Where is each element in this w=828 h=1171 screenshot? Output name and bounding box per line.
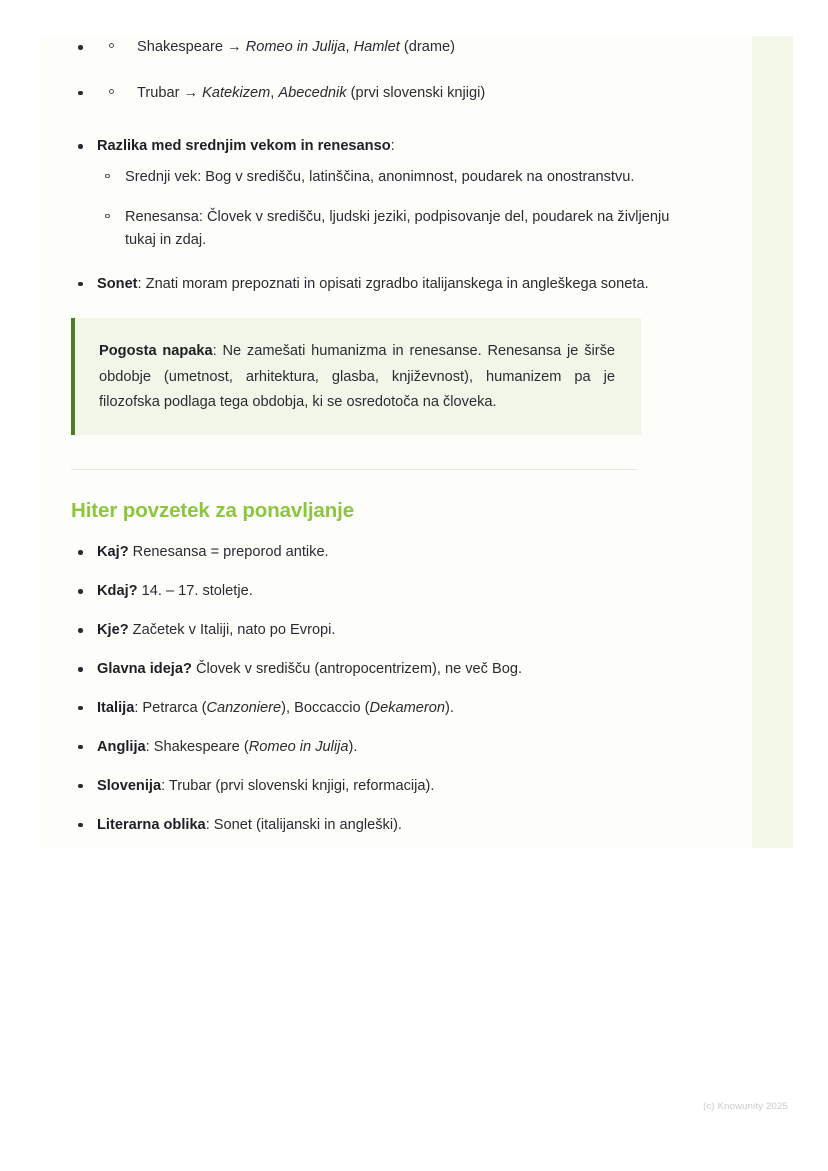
list-item-anglija [71,737,675,759]
page-title: Hiter povzetek za ponavljanje [71,498,355,522]
example-lead: Shakespeare → [137,39,246,55]
summary-label: Slovenija [97,777,162,794]
summary-after-1: ). [348,738,358,755]
summary-after-1: ), Boccaccio ( [281,699,370,716]
summary-label: Anglija [97,738,146,755]
summary-label: Kje? [97,622,129,639]
section-divider [71,469,637,470]
summary-label: Kdaj? [97,583,138,600]
list-item-sonnet [71,273,675,297]
examples-list [71,36,675,105]
sonnet-text: : Znati moram prepoznati in opisati zgradbo italijanskega in angleškega soneta. [137,275,649,292]
hollow-bullet-icon [109,43,114,48]
example-sep: , [270,84,279,101]
example-tail: (prvi slovenski knjigi) [346,84,486,101]
summary-text: : Sonet (italijanski in angleški). [205,816,402,833]
list-item-renaissance: Renesansa: Človek v središču, ljudski jeziki, podpisovanje del, poudarek na življenju tukaj in zdaj. [97,206,675,253]
list-item-literarna-oblika [71,815,675,837]
list-item-glavna-ideja [71,659,675,681]
summary-text: : Petrarca ( [134,699,207,716]
comparison-heading-tail: : [390,138,395,155]
summary-label: Glavna ideja? [97,661,192,678]
summary-text: Začetek v Italiji, nato po Evropi. [128,622,336,639]
list-item-middle-ages: Srednji vek: Bog v središču, latinščina, anonimnost, poudarek na onostranstvu. [97,166,675,190]
summary-text: Renesansa = preporod antike. [128,544,329,561]
summary-list [71,542,675,836]
comparison-sublist [97,166,675,253]
list-item-trubar [71,82,675,106]
summary-work-2: Dekameron [369,699,445,716]
note-content [71,36,675,836]
summary-text: : Shakespeare ( [145,738,249,755]
summary-text: : Trubar (prvi slovenski knjigi, reformacija). [161,777,435,794]
summary-work-1: Canzoniere [206,699,282,716]
summary-text: 14. – 17. stoletje. [137,583,253,600]
list-item-kdaj [71,581,675,603]
example-work-2: Abecednik [278,84,347,101]
common-mistake-callout [71,318,641,434]
comparison-heading: Razlika med srednjim vekom in renesanso [97,138,391,155]
callout-text: : Ne zamešati humanizma in renesanse. Renesansa je širše obdobje (umetnost, arhitektura, glasba, književnost), humanizem pa je filozofska podlaga tega obdobja, ki se osredotoča na človeka. [99,343,616,410]
example-work-1: Katekizem [202,84,271,101]
callout-paragraph [99,339,615,414]
side-accent-panel [752,36,793,848]
list-item-shakespeare [71,36,675,60]
example-lead: Trubar → [137,84,203,101]
sonnet-label: Sonet [97,275,138,292]
list-item-kaj [71,542,675,564]
hollow-bullet-icon [109,89,114,94]
list-item-kje [71,620,675,642]
note-card [41,36,752,848]
footer-copyright: (c) Knowunity 2025 [703,1101,788,1112]
summary-after-2: ). [444,699,454,716]
summary-label: Kaj? [97,544,129,561]
example-tail: (drame) [399,39,455,55]
list-item-italija [71,698,675,720]
example-sep: , [345,39,354,55]
example-work-2: Hamlet [353,39,400,55]
list-item-slovenija [71,776,675,798]
summary-work-1: Romeo in Julija [248,738,349,755]
callout-label: Pogosta napaka [99,343,213,360]
summary-text: Človek v središču (antropocentrizem), ne več Bog. [191,661,523,678]
summary-label: Literarna oblika [97,816,206,833]
summary-label: Italija [97,699,135,716]
list-item-comparison [71,135,675,253]
comparison-list [71,135,675,296]
example-work-1: Romeo in Julija [245,39,346,55]
